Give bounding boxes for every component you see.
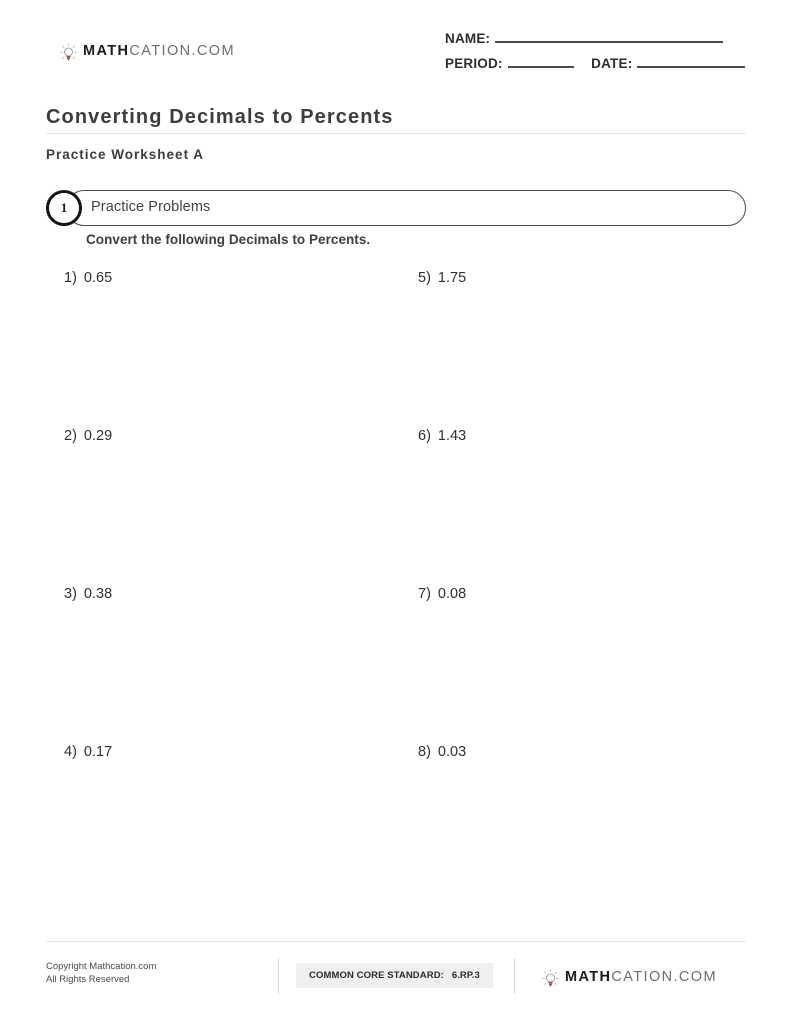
problem-item — [64, 586, 112, 602]
problem-list — [0, 270, 791, 902]
page-header — [46, 30, 745, 90]
common-core-label: COMMON CORE STANDARD: — [309, 970, 444, 981]
page-subtitle: Practice Worksheet A — [46, 147, 205, 162]
date-label: DATE: — [591, 56, 633, 71]
title-divider — [46, 133, 746, 134]
brand-name-strong: MATH — [565, 969, 612, 986]
problem-item — [418, 270, 466, 286]
copyright-block — [46, 961, 156, 986]
footer-separator — [278, 958, 279, 994]
name-label: NAME: — [445, 31, 491, 46]
common-core-value: 6.RP.3 — [451, 970, 480, 981]
problem-number: 7) — [418, 586, 431, 602]
lightbulb-icon — [60, 43, 77, 62]
problem-item — [64, 744, 112, 760]
problem-number: 8) — [418, 744, 431, 760]
name-input-blank[interactable] — [495, 30, 723, 43]
student-info-block — [445, 30, 745, 71]
brand-logo — [60, 42, 235, 61]
copyright-line-2: All Rights Reserved — [46, 973, 130, 985]
lightbulb-icon — [542, 969, 559, 988]
page-title: Converting Decimals to Percents — [46, 106, 394, 128]
problem-item — [64, 428, 112, 444]
problem-number: 6) — [418, 428, 431, 444]
period-input-blank[interactable] — [508, 55, 575, 68]
problem-row — [0, 744, 791, 902]
problem-row — [0, 586, 791, 744]
problem-number: 4) — [64, 744, 77, 760]
problem-value: 0.29 — [83, 428, 113, 444]
section-instruction: Convert the following Decimals to Percents. — [86, 232, 371, 247]
brand-name-light: CATION.COM — [129, 43, 235, 60]
problem-number: 1) — [64, 270, 77, 286]
section-label: Practice Problems — [91, 199, 211, 215]
period-date-row — [445, 55, 745, 71]
problem-value: 0.38 — [83, 586, 113, 602]
footer-divider — [46, 941, 746, 942]
problem-number: 5) — [418, 270, 431, 286]
problem-value: 1.43 — [437, 428, 467, 444]
footer-brand-logo — [542, 968, 717, 987]
common-core-badge — [296, 963, 493, 988]
problem-value: 0.08 — [437, 586, 467, 602]
period-label: PERIOD: — [445, 56, 503, 71]
problem-value: 1.75 — [437, 270, 467, 286]
problem-row — [0, 270, 791, 428]
problem-item — [418, 744, 466, 760]
problem-value: 0.17 — [83, 744, 113, 760]
date-input-blank[interactable] — [637, 55, 745, 68]
name-row — [445, 30, 745, 46]
problem-item — [64, 270, 112, 286]
brand-wordmark — [565, 970, 717, 985]
page-footer — [46, 958, 746, 998]
problem-value: 0.65 — [83, 270, 113, 286]
footer-separator — [514, 958, 515, 994]
copyright-line-1: Copyright Mathcation.com — [46, 961, 157, 972]
problem-number: 3) — [64, 586, 77, 602]
brand-wordmark — [83, 44, 235, 59]
problem-item — [418, 428, 466, 444]
section-number-badge: 1 — [46, 190, 82, 226]
problem-number: 2) — [64, 428, 77, 444]
problem-value: 0.03 — [437, 744, 467, 760]
brand-name-strong: MATH — [83, 43, 130, 60]
brand-name-light: CATION.COM — [611, 969, 717, 986]
problem-row — [0, 428, 791, 586]
problem-item — [418, 586, 466, 602]
section-header — [46, 190, 746, 228]
